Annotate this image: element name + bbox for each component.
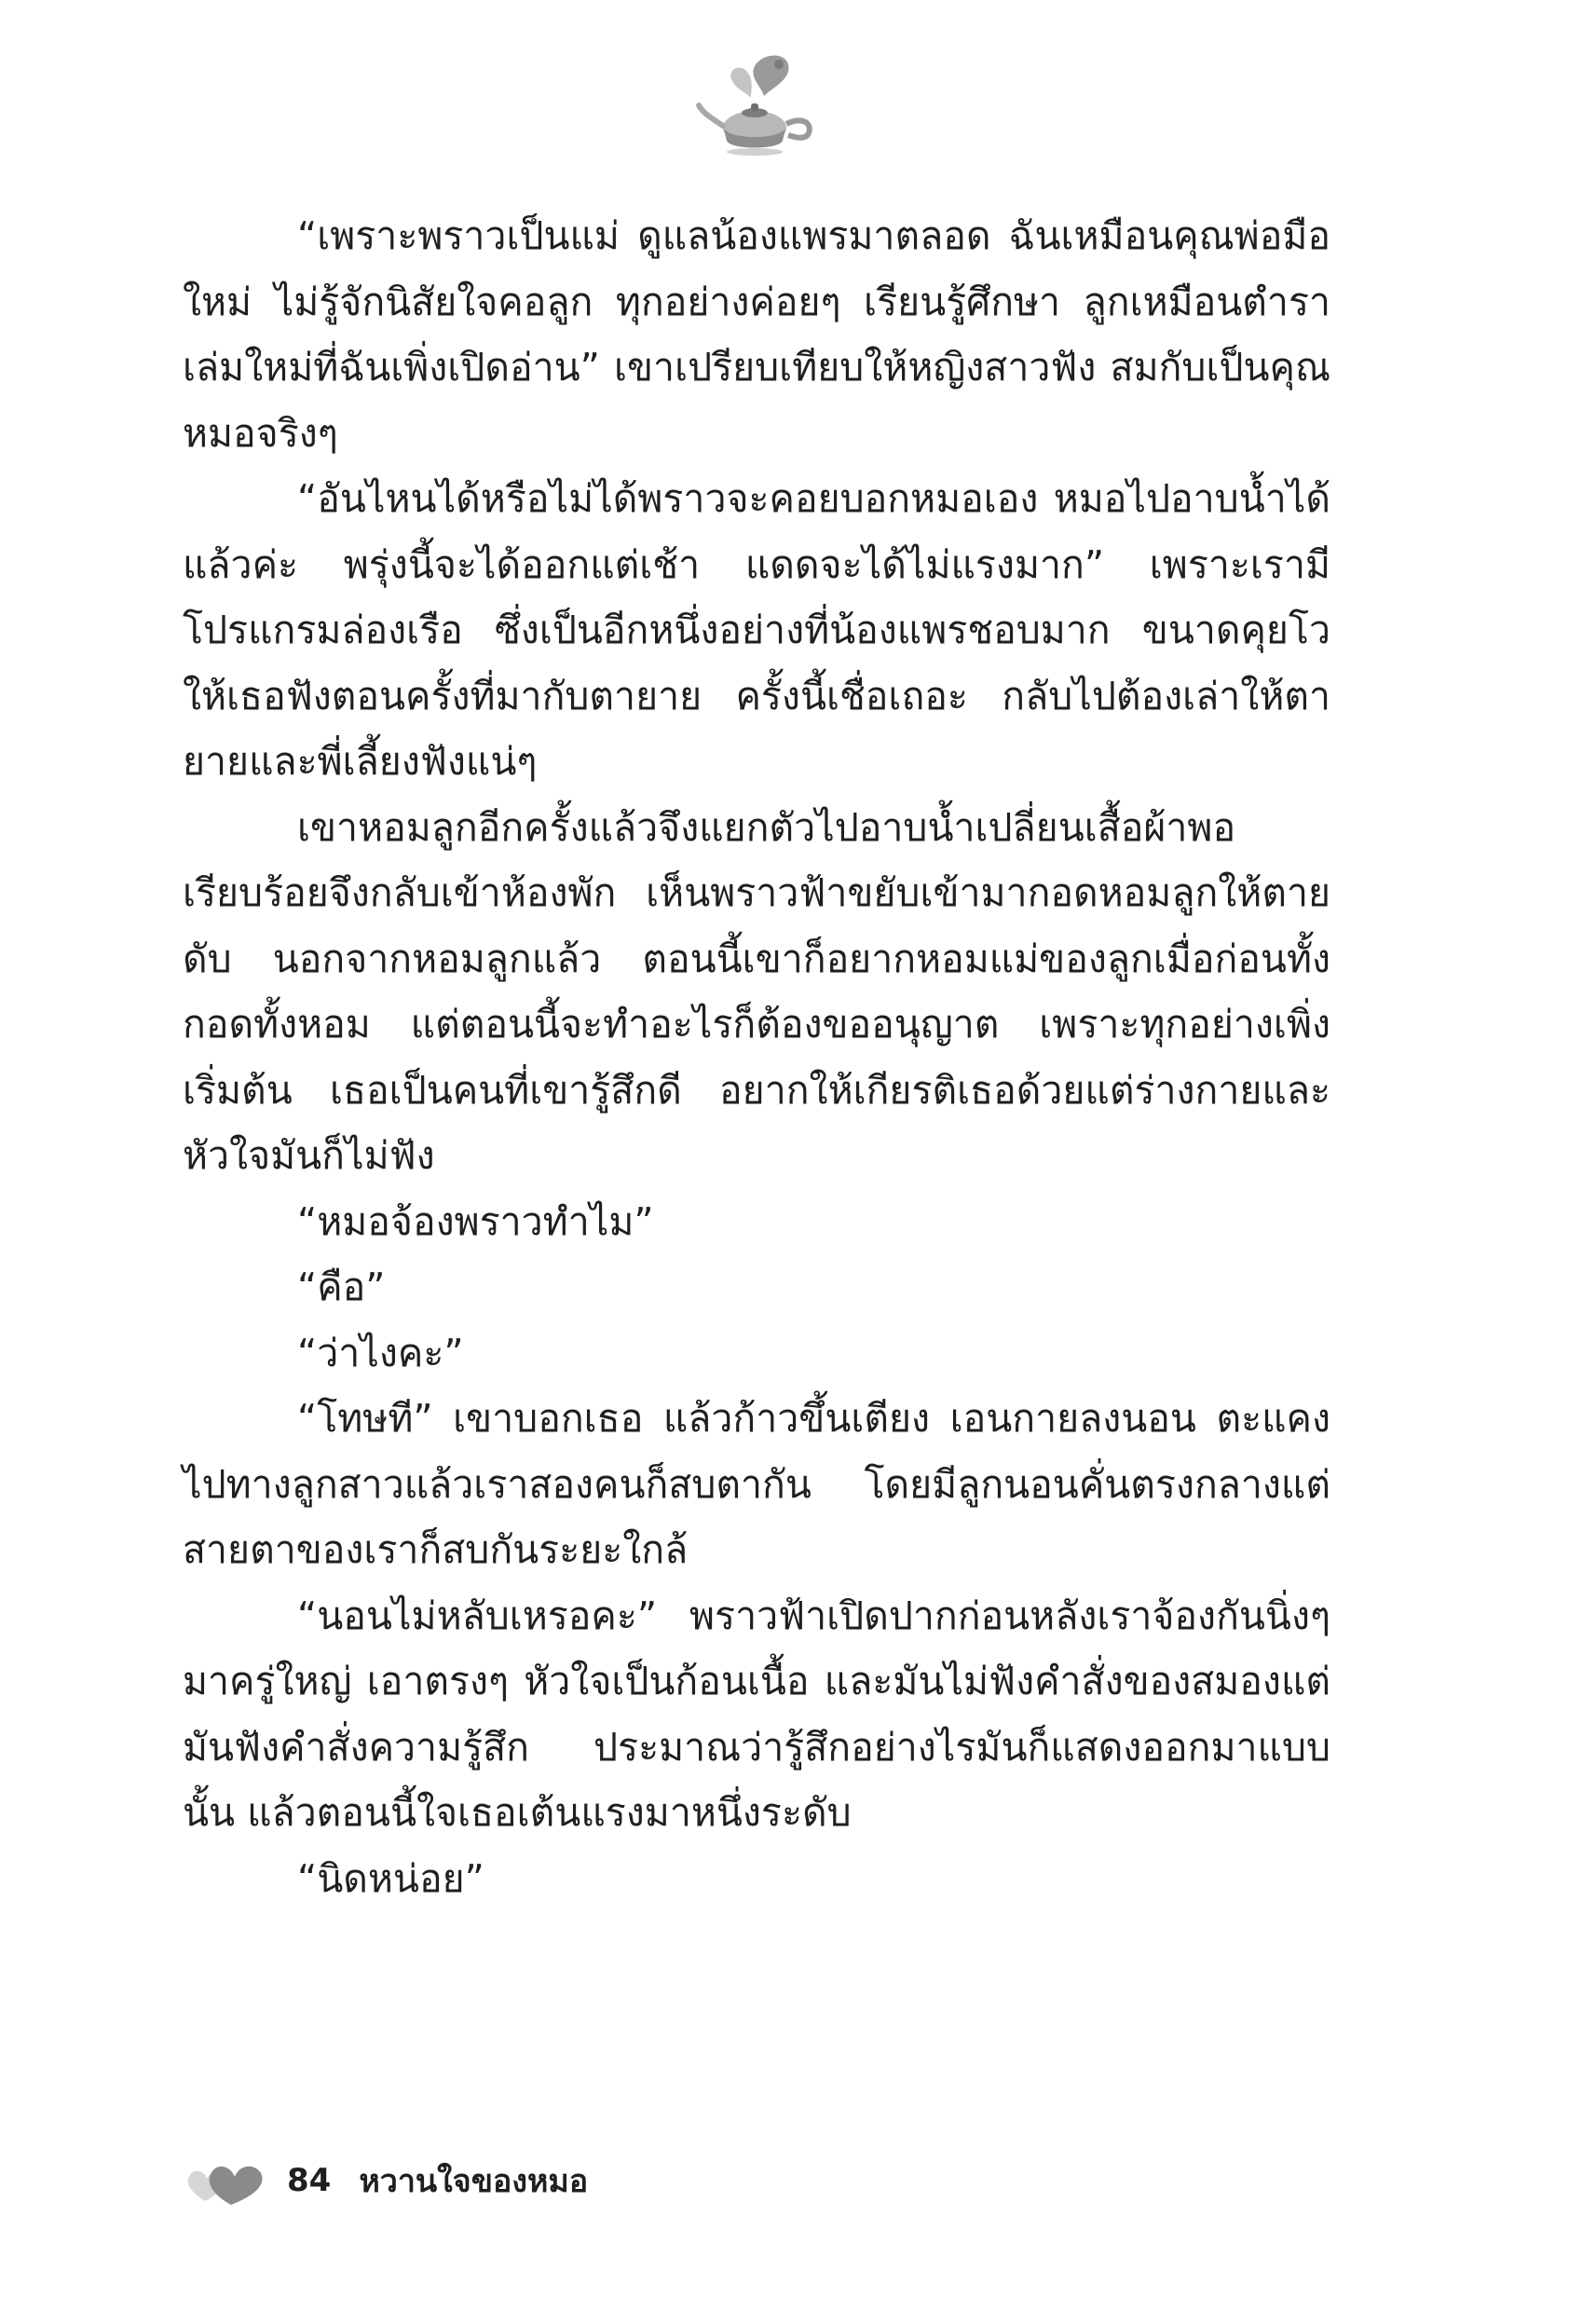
paragraph: “นิดหน่อย” [297, 1855, 484, 1901]
paragraph: “เพราะพราวเป็นแม่ ดูแลน้องแพรมาตลอด ฉันเหมือนคุณพ่อมือใหม่ ไม่รู้จักนิสัยใจคอลูก ทุกอย่างค่อยๆ เรียนรู้ศึกษา ลูกเหมือนตำราเล่มใหม่ที่ฉันเพิ่งเปิดอ่าน” เขาเปรียบเทียบให้หญิงสาวฟัง สมกับเป็นคุณหมอจริงๆ [183, 213, 1330, 456]
page-number: 84 [287, 2162, 332, 2199]
paragraph: “อันไหนได้หรือไม่ได้พราวจะคอยบอกหมอเอง หมอไปอาบน้ำได้แล้วค่ะ พรุ่งนี้จะได้ออกแต่เช้า แดดจะได้ไม่แรงมาก” เพราะเรามีโปรแกรมล่องเรือ ซึ่งเป็นอีกหนึ่งอย่างที่น้องแพรชอบมาก ขนาดคุยโวให้เธอฟังตอนครั้งที่มากับตายาย ครั้งนี้เชื่อเถอะ กลับไปต้องเล่าให้ตายายและพี่เลี้ยงฟังแน่ๆ [183, 476, 1330, 784]
teapot-cupid-icon [689, 51, 829, 163]
paragraph: “นอนไม่หลับเหรอคะ” พราวฟ้าเปิดปากก่อนหลังเราจ้องกันนิ่งๆมาครู่ใหญ่ เอาตรงๆ หัวใจเป็นก้อนเนื้อ และมันไม่ฟังคำสั่งของสมองแต่มันฟังคำสั่งความรู้สึก ประมาณว่ารู้สึกอย่างไรมันก็แสดงออกมาแบบนั้น แล้วตอนนี้ใจเธอเต้นแรงมาหนึ่งระดับ [183, 1593, 1330, 1835]
paragraph: เขาหอมลูกอีกครั้งแล้วจึงแยกตัวไปอาบน้ำเปลี่ยนเสื้อผ้าพอเรียบร้อยจึงกลับเข้าห้องพัก เห็นพราวฟ้าขยับเข้ามากอดหอมลูกให้ตายดับ นอกจากหอมลูกแล้ว ตอนนี้เขาก็อยากหอมแม่ของลูกเมื่อก่อนทั้งกอดทั้งหอม แต่ตอนนี้จะทำอะไรก็ต้องขออนุญาต เพราะทุกอย่างเพิ่งเริ่มต้น เธอเป็นคนที่เขารู้สึกดี อยากให้เกียรติเธอด้วยแต่ร่างกายและหัวใจมันก็ไม่ฟัง [183, 804, 1330, 1178]
paragraph: “คือ” [297, 1265, 386, 1309]
body-text [183, 203, 1330, 1911]
paragraph: “หมอจ้องพราวทำไม” [297, 1198, 654, 1244]
hearts-icon [183, 2153, 266, 2208]
book-title: หวานใจของหมอ [359, 2163, 589, 2200]
paragraph: “โทษที” เขาบอกเธอ แล้วก้าวขึ้นเตียง เอนกายลงนอน ตะแคงไปทางลูกสาวแล้วเราสองคนก็สบตากัน โดยมีลูกนอนคั่นตรงกลางแต่สายตาของเราก็สบกันระยะใกล้ [183, 1396, 1330, 1572]
paragraph: “ว่าไงคะ” [297, 1330, 464, 1375]
page-footer [183, 2151, 588, 2210]
